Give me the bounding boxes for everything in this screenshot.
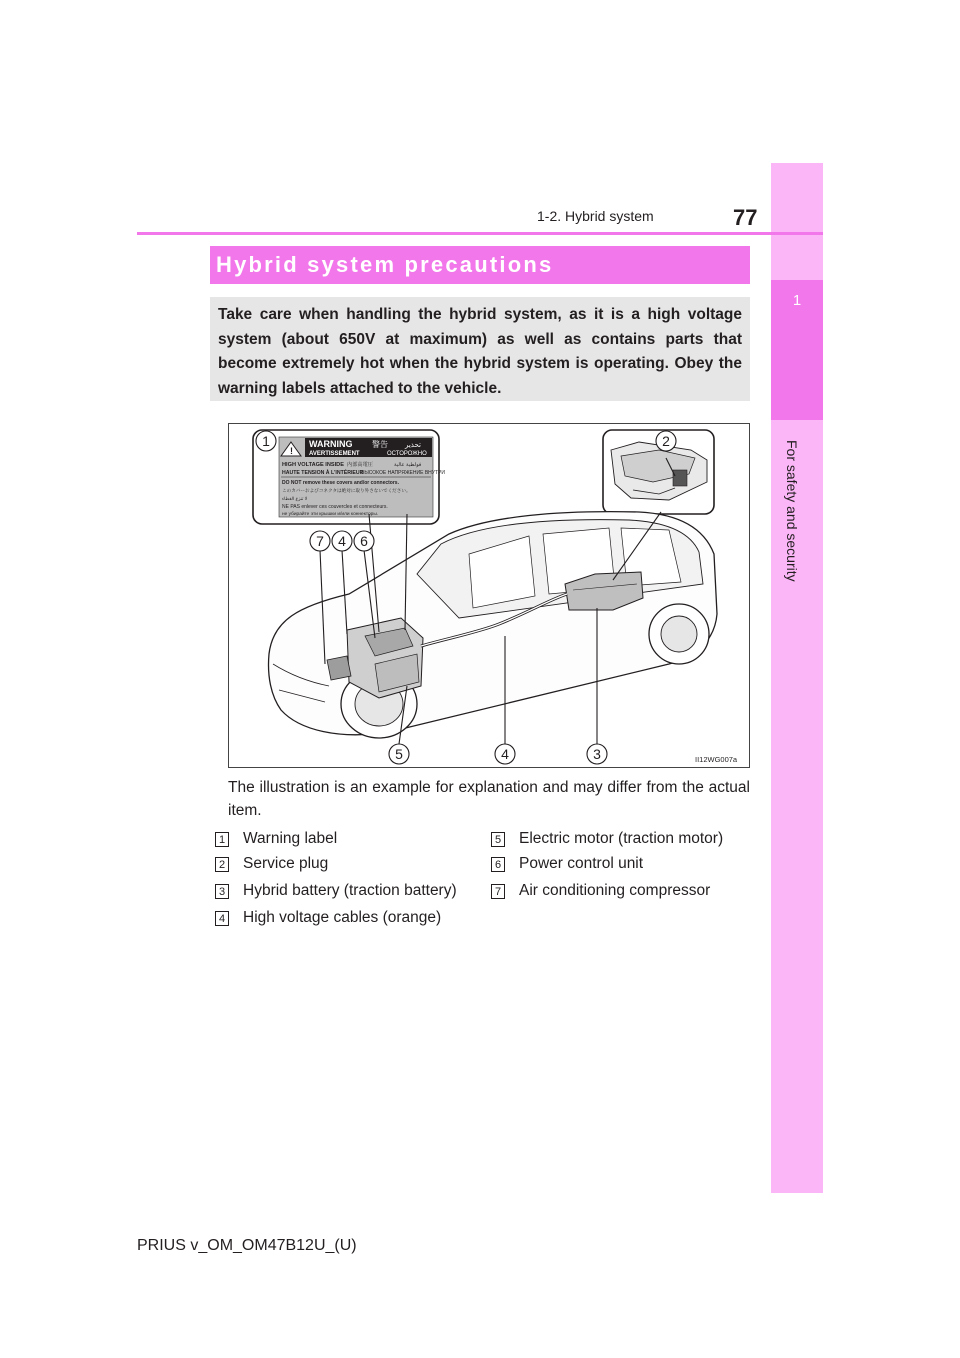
callout-3: 3 bbox=[593, 746, 601, 762]
section-title: 1-2. Hybrid system bbox=[537, 208, 654, 224]
legend-label: High voltage cables (orange) bbox=[243, 909, 442, 926]
footer-document-code: PRIUS v_OM_OM47B12U_(U) bbox=[137, 1237, 357, 1254]
warning-hv-ru: ВЫСОКОЕ НАПРЯЖЕНИЕ ВНУТРИ bbox=[361, 470, 445, 476]
legend-number: 4 bbox=[215, 911, 229, 926]
callout-2: 2 bbox=[662, 433, 670, 449]
warning-title-jp: 警告 bbox=[372, 440, 388, 449]
legend-label: Warning label bbox=[243, 830, 338, 847]
legend-item-ac-compressor bbox=[491, 882, 710, 900]
legend-item-electric-motor bbox=[491, 830, 723, 848]
warning-title-fr: AVERTISSEMENT bbox=[309, 451, 360, 457]
chapter-title: For safety and security bbox=[784, 440, 800, 582]
legend-item-hybrid-battery bbox=[215, 882, 457, 900]
legend-label: Air conditioning compressor bbox=[519, 882, 711, 899]
callout-5: 5 bbox=[395, 746, 403, 762]
warning-hv-inside-jp: 内部高電圧 bbox=[347, 462, 373, 468]
callout-1: 1 bbox=[262, 433, 270, 449]
legend-number: 2 bbox=[215, 857, 229, 872]
legend-label: Power control unit bbox=[519, 855, 644, 872]
svg-text:!: ! bbox=[290, 446, 293, 456]
warning-line-ru: не убирайте эти крышки и/или коннекторы. bbox=[282, 512, 379, 517]
hybrid-system-illustration bbox=[228, 423, 750, 768]
callout-4-bottom: 4 bbox=[501, 746, 509, 762]
warning-line-en: DO NOT remove these covers and/or connectors. bbox=[282, 480, 399, 486]
legend-item-high-voltage-cables bbox=[215, 909, 441, 927]
warning-title-ru: ОСТОРОЖНО bbox=[387, 451, 427, 457]
warning-hv-inside: HIGH VOLTAGE INSIDE bbox=[282, 462, 344, 468]
legend-label: Service plug bbox=[243, 855, 329, 872]
header-rule bbox=[137, 232, 823, 235]
warning-title-ar: تحذير bbox=[405, 442, 421, 449]
legend-number: 5 bbox=[491, 832, 505, 847]
page-number: 77 bbox=[733, 205, 758, 230]
warning-hv-inside-ar: فولطية عالية bbox=[394, 462, 422, 468]
warning-label-inset bbox=[253, 430, 445, 524]
legend-item-service-plug bbox=[215, 855, 328, 873]
legend-number: 3 bbox=[215, 884, 229, 899]
warning-hv-fr: HAUTE TENSION À L'INTÉRIEUR bbox=[282, 470, 364, 476]
illustration-code: II12WG007a bbox=[695, 755, 738, 764]
legend-item-power-control-unit bbox=[491, 855, 643, 873]
callout-7: 7 bbox=[316, 533, 324, 549]
warning-line-ar: لا تنزع الغطاء bbox=[282, 496, 308, 501]
intro-text: Take care when handling the hybrid system, as it is a high voltage system (about 650V at maximum) as well as contains parts that become extremely hot when the hybrid system is operating. Obey the warning labels attached to the vehicle. bbox=[218, 306, 742, 397]
page-heading: Hybrid system precautions bbox=[216, 252, 554, 277]
chapter-number: 1 bbox=[792, 292, 802, 309]
warning-line-jp: このカバーおよびコネクタは絶対に取り外さないでください。 bbox=[282, 488, 411, 493]
warning-title-en: WARNING bbox=[309, 439, 353, 449]
legend-label: Electric motor (traction motor) bbox=[519, 830, 724, 847]
legend-number: 6 bbox=[491, 857, 505, 872]
illustration-caption: The illustration is an example for explanation and may differ from the actual item. bbox=[228, 779, 750, 819]
legend-number: 7 bbox=[491, 884, 505, 899]
legend-number: 1 bbox=[215, 832, 229, 847]
callout-4-top: 4 bbox=[338, 533, 346, 549]
legend-item-warning-label bbox=[215, 830, 337, 848]
warning-line-fr: NE PAS enlever ces couvercles et connecteurs. bbox=[282, 504, 388, 510]
callout-6: 6 bbox=[360, 533, 368, 549]
legend-label: Hybrid battery (traction battery) bbox=[243, 882, 457, 899]
